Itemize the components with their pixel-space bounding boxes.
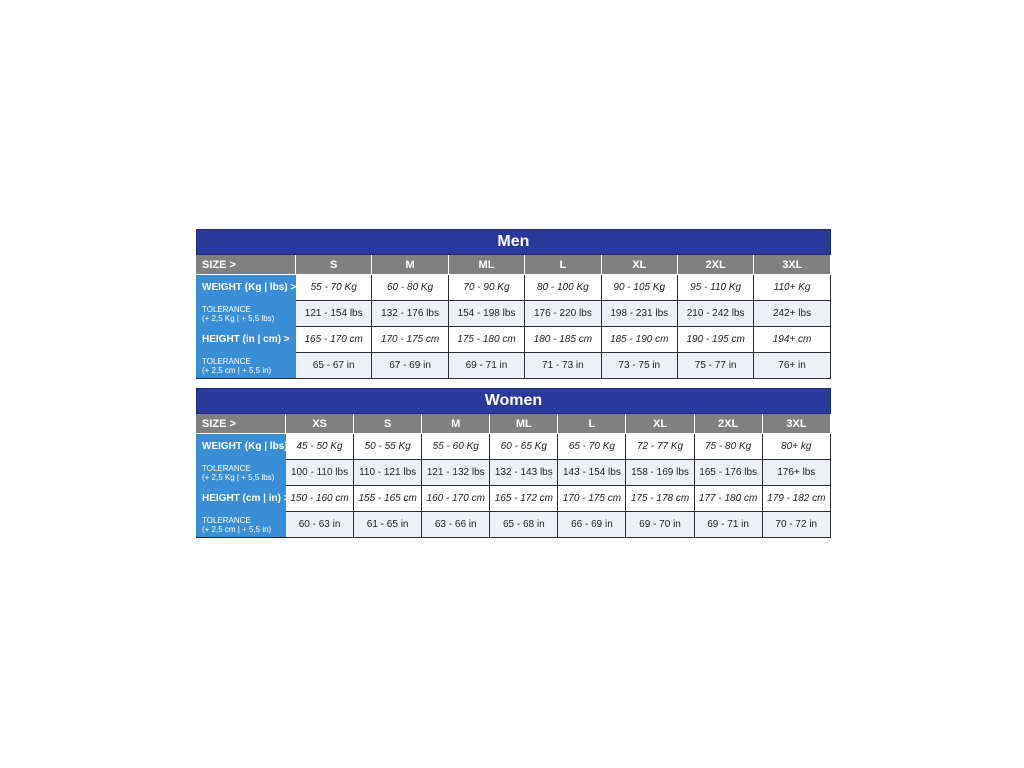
women-chart-title: Women — [197, 389, 831, 414]
men-size-header: M — [372, 255, 448, 275]
men-weight-lbs-cell: 132 - 176 lbs — [372, 301, 448, 327]
men-weight-kg-cell: 70 - 90 Kg — [448, 275, 524, 301]
men-weight-kg-cell: 55 - 70 Kg — [296, 275, 372, 301]
women-weight-lbs-cell: 143 - 154 lbs — [558, 460, 626, 486]
women-height-cm-cell: 155 - 165 cm — [354, 486, 422, 512]
women-height-tolerance-value: (+ 2,5 cm | + 5,5 in) — [202, 524, 272, 534]
women-height-cm-cell: 165 - 172 cm — [490, 486, 558, 512]
women-size-header: XL — [626, 414, 694, 434]
women-height-cm-cell: 160 - 170 cm — [422, 486, 490, 512]
men-height-in-row — [197, 353, 831, 379]
men-weight-kg-cell: 110+ Kg — [754, 275, 830, 301]
men-size-header-row — [197, 255, 831, 275]
men-weight-lbs-cell: 121 - 154 lbs — [296, 301, 372, 327]
women-height-label: HEIGHT (cm | in) > — [197, 486, 286, 512]
women-size-header: 3XL — [762, 414, 830, 434]
women-weight-lbs-cell: 132 - 143 lbs — [490, 460, 558, 486]
women-height-cm-cell: 177 - 180 cm — [694, 486, 762, 512]
men-weight-tolerance-label — [197, 301, 296, 327]
men-weight-kg-cell: 90 - 105 Kg — [601, 275, 677, 301]
men-height-in-cell: 67 - 69 in — [372, 353, 448, 379]
women-size-header: 2XL — [694, 414, 762, 434]
women-weight-kg-cell: 45 - 50 Kg — [286, 434, 354, 460]
men-size-header: L — [525, 255, 601, 275]
women-height-cm-cell: 170 - 175 cm — [558, 486, 626, 512]
men-weight-lbs-cell: 176 - 220 lbs — [525, 301, 601, 327]
men-size-header: ML — [448, 255, 524, 275]
men-height-cm-cell: 175 - 180 cm — [448, 327, 524, 353]
men-weight-lbs-cell: 242+ lbs — [754, 301, 830, 327]
men-height-cm-cell: 170 - 175 cm — [372, 327, 448, 353]
men-weight-lbs-row — [197, 301, 831, 327]
women-height-cm-cell: 175 - 178 cm — [626, 486, 694, 512]
women-weight-kg-cell: 60 - 65 Kg — [490, 434, 558, 460]
men-height-cm-cell: 165 - 170 cm — [296, 327, 372, 353]
men-height-in-cell: 69 - 71 in — [448, 353, 524, 379]
women-height-in-cell: 70 - 72 in — [762, 512, 830, 538]
women-weight-lbs-cell: 121 - 132 lbs — [422, 460, 490, 486]
women-weight-tolerance-label — [197, 460, 286, 486]
women-height-cm-row — [197, 486, 831, 512]
men-size-header: XL — [601, 255, 677, 275]
men-height-cm-cell: 194+ cm — [754, 327, 830, 353]
women-weight-kg-cell: 75 - 80 Kg — [694, 434, 762, 460]
women-weight-tolerance-title: TOLERANCE — [202, 463, 251, 473]
men-weight-label: WEIGHT (Kg | lbs) > — [197, 275, 296, 301]
men-size-header: 2XL — [677, 255, 753, 275]
women-size-header: M — [422, 414, 490, 434]
women-size-header: S — [354, 414, 422, 434]
men-height-in-cell: 76+ in — [754, 353, 830, 379]
men-height-in-cell: 73 - 75 in — [601, 353, 677, 379]
men-weight-kg-cell: 95 - 110 Kg — [677, 275, 753, 301]
men-height-in-cell: 71 - 73 in — [525, 353, 601, 379]
men-weight-kg-row — [197, 275, 831, 301]
women-height-cm-cell: 150 - 160 cm — [286, 486, 354, 512]
men-height-in-cell: 75 - 77 in — [677, 353, 753, 379]
women-weight-kg-cell: 55 - 60 Kg — [422, 434, 490, 460]
men-height-tolerance-label — [197, 353, 296, 379]
women-height-in-cell: 60 - 63 in — [286, 512, 354, 538]
men-weight-lbs-cell: 154 - 198 lbs — [448, 301, 524, 327]
women-size-label: SIZE > — [197, 414, 286, 434]
men-height-tolerance-value: (+ 2,5 cm | + 5,5 in) — [202, 365, 272, 375]
men-size-header: 3XL — [754, 255, 830, 275]
men-weight-kg-cell: 80 - 100 Kg — [525, 275, 601, 301]
women-height-cm-cell: 179 - 182 cm — [762, 486, 830, 512]
women-height-in-cell: 66 - 69 in — [558, 512, 626, 538]
women-weight-kg-cell: 80+ kg — [762, 434, 830, 460]
women-height-in-cell: 61 - 65 in — [354, 512, 422, 538]
men-height-cm-cell: 190 - 195 cm — [677, 327, 753, 353]
women-weight-lbs-cell: 165 - 176 lbs — [694, 460, 762, 486]
men-size-chart — [196, 229, 831, 379]
men-weight-lbs-cell: 198 - 231 lbs — [601, 301, 677, 327]
men-size-header: S — [296, 255, 372, 275]
men-height-label: HEIGHT (in | cm) > — [197, 327, 296, 353]
women-height-in-cell: 65 - 68 in — [490, 512, 558, 538]
men-weight-tolerance-value: (+ 2,5 Kg | + 5,5 lbs) — [202, 313, 275, 323]
women-height-in-cell: 69 - 70 in — [626, 512, 694, 538]
women-weight-lbs-cell: 158 - 169 lbs — [626, 460, 694, 486]
men-size-label: SIZE > — [197, 255, 296, 275]
men-height-cm-cell: 180 - 185 cm — [525, 327, 601, 353]
women-weight-kg-cell: 50 - 55 Kg — [354, 434, 422, 460]
men-weight-tolerance-title: TOLERANCE — [202, 304, 251, 314]
men-chart-title: Men — [197, 230, 831, 255]
women-size-header: L — [558, 414, 626, 434]
women-height-tolerance-label — [197, 512, 286, 538]
men-height-cm-cell: 185 - 190 cm — [601, 327, 677, 353]
women-height-in-cell: 69 - 71 in — [694, 512, 762, 538]
women-size-header-row — [197, 414, 831, 434]
men-height-in-cell: 65 - 67 in — [296, 353, 372, 379]
women-size-chart — [196, 388, 831, 538]
women-height-in-row — [197, 512, 831, 538]
women-weight-lbs-cell: 110 - 121 lbs — [354, 460, 422, 486]
women-size-header: ML — [490, 414, 558, 434]
men-height-tolerance-title: TOLERANCE — [202, 356, 251, 366]
women-weight-kg-cell: 72 - 77 Kg — [626, 434, 694, 460]
men-weight-lbs-cell: 210 - 242 lbs — [677, 301, 753, 327]
women-height-tolerance-title: TOLERANCE — [202, 515, 251, 525]
women-weight-lbs-cell: 176+ lbs — [762, 460, 830, 486]
women-weight-tolerance-value: (+ 2,5 Kg | + 5,5 lbs) — [202, 472, 275, 482]
women-height-in-cell: 63 - 66 in — [422, 512, 490, 538]
women-weight-kg-cell: 65 - 70 Kg — [558, 434, 626, 460]
women-weight-lbs-row — [197, 460, 831, 486]
women-weight-lbs-cell: 100 - 110 lbs — [286, 460, 354, 486]
women-weight-kg-row — [197, 434, 831, 460]
women-weight-label: WEIGHT (Kg | lbs) > — [197, 434, 286, 460]
women-size-header: XS — [286, 414, 354, 434]
men-weight-kg-cell: 60 - 80 Kg — [372, 275, 448, 301]
men-height-cm-row — [197, 327, 831, 353]
